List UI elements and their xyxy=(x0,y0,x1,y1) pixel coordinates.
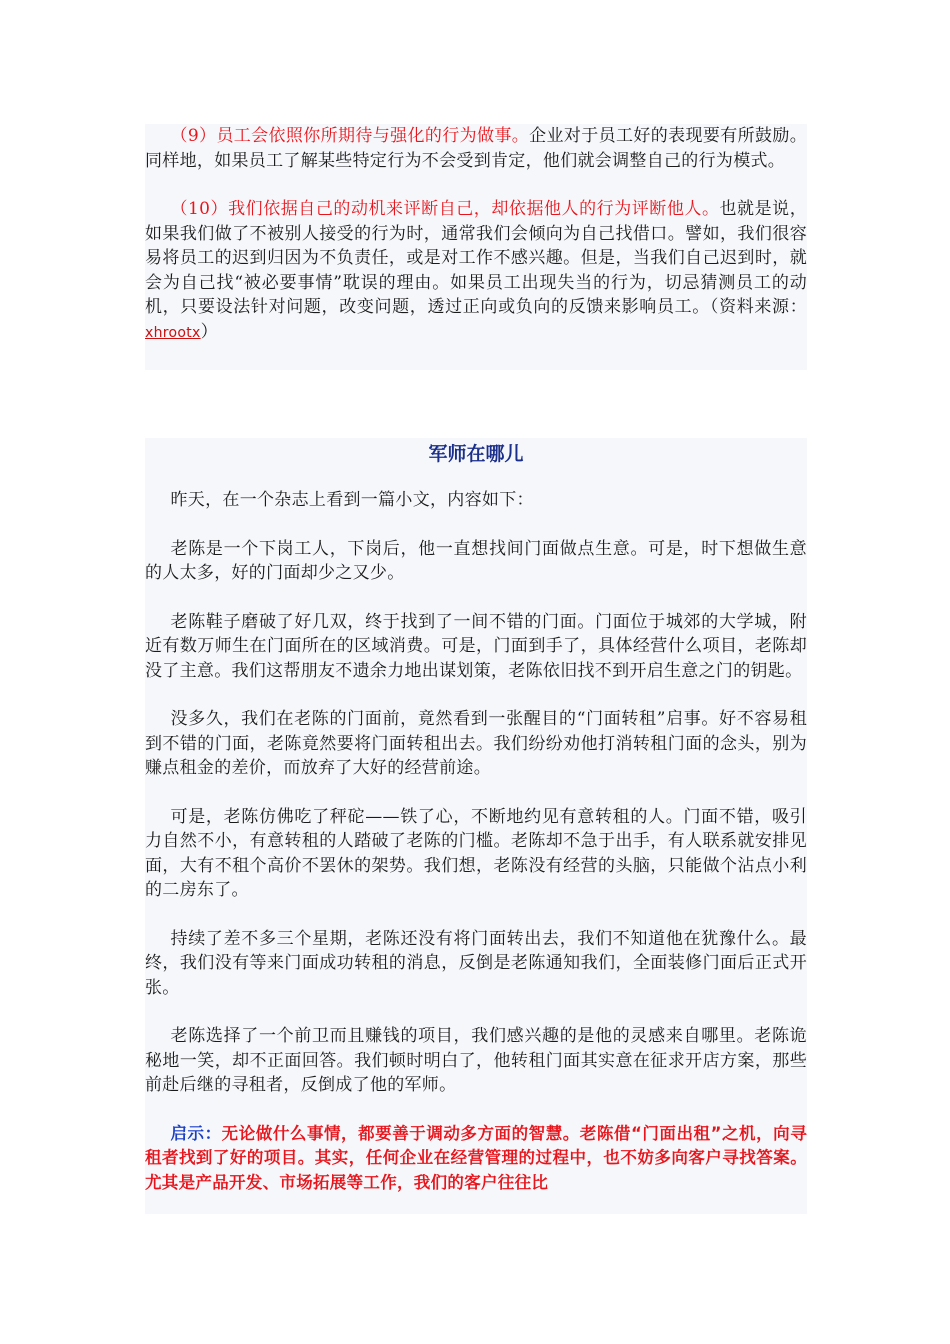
highlight-text-10: 我们依据自己的动机来评断自己，却依据他人的行为评断他人。 xyxy=(228,199,720,219)
section-block-1 xyxy=(145,124,807,370)
section-block-2 xyxy=(145,438,807,1214)
insight-label: 启示： xyxy=(170,1123,222,1143)
body-text-9: 企业对于员工好的表现要有所鼓励。同样地，如果员工了解某些特定行为不会受到肯定，他们就会调整自己的行为模式。 xyxy=(145,126,807,171)
body-text-10: 也就是说，如果我们做了不被别人接受的行为时，通常我们会倾向为自己找借口。譬如，我们很容易将员工的迟到归因为不负责任，或是对工作不感兴趣。但是，当我们自己迟到时，就会为自己找“被必要事情”耽误的理由。如果员工出现失当的行为，切忌猜测员工的动机，只要设法针对问题，改变问题，透过正向或负向的反馈来影响员工。（资料来源： xyxy=(145,199,807,317)
article-paragraph: 可是，老陈仿佛吃了秤砣——铁了心，不断地约见有意转租的人。门面不错，吸引力自然不小，有意转租的人踏破了老陈的门槛。老陈却不急于出手，有人联系就安排见面，大有不租个高价不罢休的架势。我们想，老陈没有经营的头脑，只能做个沾点小利的二房东了。 xyxy=(145,806,807,900)
paragraph-10 xyxy=(145,197,807,345)
source-close: ） xyxy=(200,321,218,342)
insight-paragraph xyxy=(145,1122,807,1196)
article-title: 军师在哪儿 xyxy=(428,443,524,465)
article-paragraph: 老陈是一个下岗工人，下岗后，他一直想找间门面做点生意。可是，时下想做生意的人太多，好的门面却少之又少。 xyxy=(145,538,807,583)
article-paragraph: 昨天，在一个杂志上看到一篇小文，内容如下： xyxy=(170,490,534,510)
insight-text: 无论做什么事情，都要善于调动多方面的智慧。老陈借“门面出租”之机，向寻租者找到了好的项目。其实，任何企业在经营管理的过程中，也不妨多向客户寻找答案。尤其是产品开发、市场拓展等工作，我们的客户往往比 xyxy=(145,1123,807,1192)
item-number-10: （10） xyxy=(170,199,229,219)
article-paragraph: 老陈鞋子磨破了好几双，终于找到了一间不错的门面。门面位于城郊的大学城，附近有数万师生在门面所在的区域消费。可是，门面到手了，具体经营什么项目，老陈却没了主意。我们这帮朋友不遗余力地出谋划策，老陈依旧找不到开启生意之门的钥匙。 xyxy=(145,611,807,681)
article-paragraph: 持续了差不多三个星期，老陈还没有将门面转出去，我们不知道他在犹豫什么。最终，我们没有等来门面成功转租的消息，反倒是老陈通知我们，全面装修门面后正式开张。 xyxy=(145,928,807,998)
article-paragraph: 没多久，我们在老陈的门面前，竟然看到一张醒目的“门面转租”启事。好不容易租到不错的门面，老陈竟然要将门面转租出去。我们纷纷劝他打消转租门面的念头，别为赚点租金的差价，而放弃了大好的经营前途。 xyxy=(145,709,807,778)
source-link[interactable]: xhrootx xyxy=(145,324,201,341)
highlight-text-9: 员工会依照你所期待与强化的行为做事。 xyxy=(216,126,530,146)
paragraph-9 xyxy=(145,124,807,173)
item-number-9: （9） xyxy=(170,126,217,146)
article-paragraph: 老陈选择了一个前卫而且赚钱的项目，我们感兴趣的是他的灵感来自哪里。老陈诡秘地一笑，却不正面回答。我们顿时明白了，他转租门面其实意在征求开店方案，那些前赴后继的寻租者，反倒成了他的军师。 xyxy=(145,1026,807,1095)
